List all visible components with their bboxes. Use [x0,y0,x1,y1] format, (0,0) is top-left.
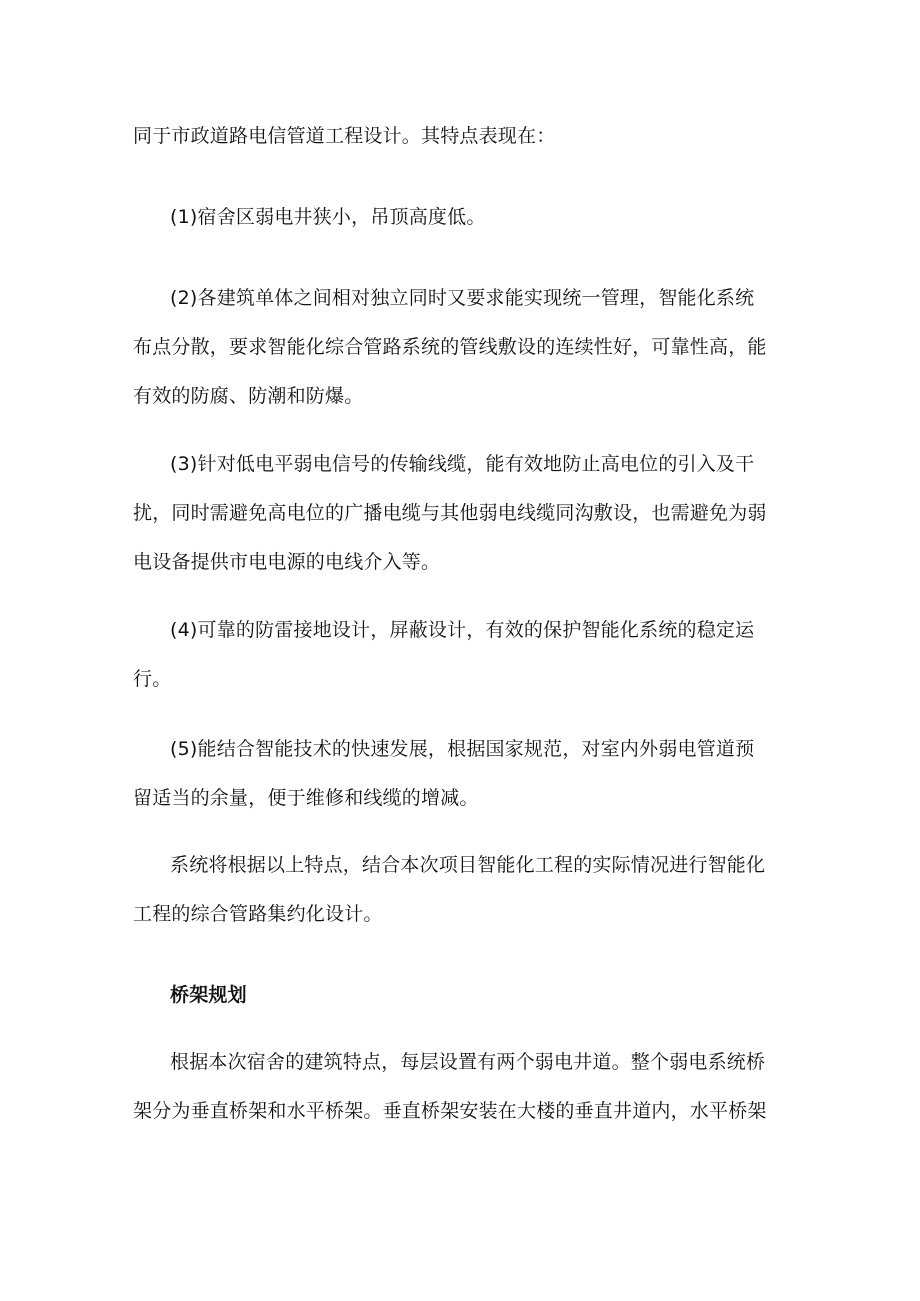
item-2-line-2: 布点分散，要求智能化综合管路系统的管线敷设的连续性好，可靠性高，能 [133,336,767,358]
item-2-line-3: 有效的防腐、防潮和防爆。 [133,385,364,407]
item-5-line-2: 留适当的余量，便于维修和线缆的增减。 [133,787,479,809]
item-1-line-1: (1)宿舍区弱电井狭小，吊顶高度低。 [170,206,486,228]
section-para-line-2: 架分为垂直桥架和水平桥架。垂直桥架安装在大楼的垂直井道内，水平桥架 [133,1100,767,1122]
item-2-line-1: (2)各建筑单体之间相对独立同时又要求能实现统一管理，智能化系统 [170,287,755,309]
intro-tail-line: 同于市政道路电信管道工程设计。其特点表现在： [133,125,556,147]
item-3-line-1: (3)针对低电平弱电信号的传输线缆，能有效地防止高电位的引入及干 [170,453,755,475]
item-3-line-2: 扰，同时需避免高电位的广播电缆与其他弱电线缆同沟敷设，也需避免为弱 [133,502,767,524]
item-4-line-1: (4)可靠的防雷接地设计，屏蔽设计，有效的保护智能化系统的稳定运 [170,619,755,641]
section-para-line-1: 根据本次宿舍的建筑特点，每层设置有两个弱电井道。整个弱电系统桥 [170,1051,766,1073]
item-3-line-3: 电设备提供市电电源的电线介入等。 [133,551,441,573]
summary-line-2: 工程的综合管路集约化设计。 [133,903,383,925]
item-4-line-2: 行。 [133,668,172,690]
item-5-line-1: (5)能结合智能技术的快速发展，根据国家规范，对室内外弱电管道预 [170,738,755,760]
summary-line-1: 系统将根据以上特点，结合本次项目智能化工程的实际情况进行智能化 [170,854,766,876]
section-heading: 桥架规划 [170,984,247,1006]
